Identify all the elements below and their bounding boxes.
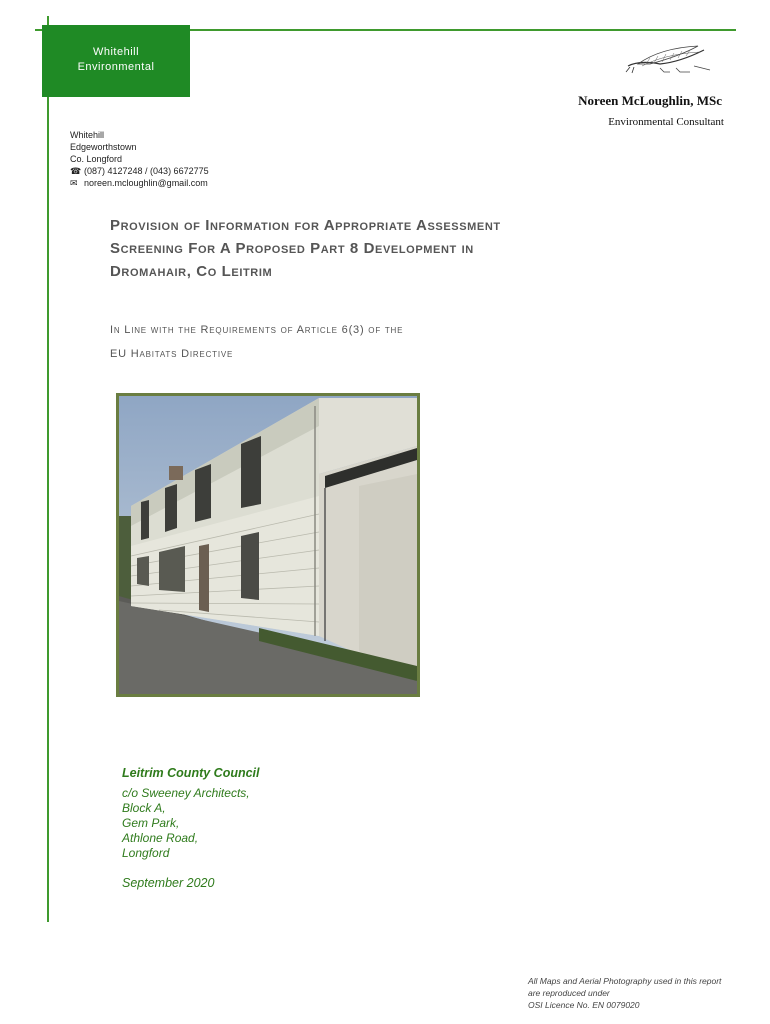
phone-number: (087) 4127248 / (043) 6672775 bbox=[84, 166, 209, 176]
report-subtitle bbox=[110, 318, 610, 366]
footer-line-3: OSI Licence No. EN 0079020 bbox=[528, 1000, 640, 1010]
phone-row bbox=[70, 165, 209, 177]
logo-line-2: Environmental bbox=[77, 61, 155, 73]
address-line: Co. Longford bbox=[70, 154, 123, 164]
phone-icon: ☎ bbox=[70, 166, 82, 176]
report-title bbox=[110, 214, 670, 283]
footer-line-2: are reproduced under bbox=[528, 988, 610, 998]
client-block bbox=[122, 766, 260, 861]
client-name: Leitrim County Council bbox=[122, 766, 260, 780]
address-line: Edgeworthstown bbox=[70, 142, 137, 152]
title-line-3: Dromahair, Co Leitrim bbox=[110, 263, 273, 280]
left-green-rule bbox=[47, 16, 49, 922]
logo-line-1: Whitehill bbox=[92, 46, 140, 58]
client-address-line: Block A, bbox=[122, 801, 166, 815]
footer-note bbox=[528, 975, 721, 1011]
report-date: September 2020 bbox=[122, 876, 215, 890]
client-address-line: Athlone Road, bbox=[122, 831, 199, 845]
title-line-1: Provision of Information for Appropriate Assessment bbox=[110, 217, 501, 234]
client-address-line: Longford bbox=[122, 846, 170, 860]
building-photo bbox=[116, 393, 420, 697]
client-address-line: Gem Park, bbox=[122, 816, 180, 830]
email-row bbox=[70, 177, 209, 189]
email-icon: ✉ bbox=[70, 178, 78, 188]
author-name: Noreen McLoughlin, MSc bbox=[578, 93, 722, 108]
company-logo-box bbox=[42, 25, 190, 97]
contact-address bbox=[70, 129, 209, 189]
address-line: Whitehill bbox=[70, 130, 105, 140]
email-address[interactable]: noreen.mcloughlin@gmail.com bbox=[84, 178, 208, 188]
insect-logo-icon bbox=[620, 42, 720, 78]
client-address-line: c/o Sweeney Architects, bbox=[122, 786, 250, 800]
author-role: Environmental Consultant bbox=[608, 116, 724, 128]
title-line-2: Screening For A Proposed Part 8 Development in bbox=[110, 240, 474, 257]
footer-line-1: All Maps and Aerial Photography used in this report bbox=[528, 976, 722, 986]
subtitle-line-2: EU Habitats Directive bbox=[110, 348, 234, 360]
subtitle-line-1: In Line with the Requirements of Article 6(3) of the bbox=[110, 324, 404, 336]
